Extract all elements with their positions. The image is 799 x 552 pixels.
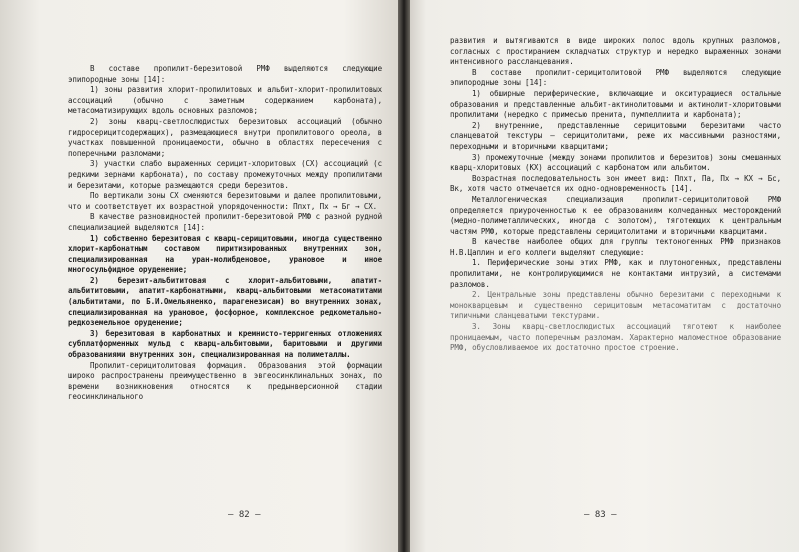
left-paragraph: По вертикали зоны СХ сменяются березитовыми и далее пропилитовыми, что и соответствует их возрастной упорядоченности: Ппхт, Пх → Бг → СХ.: [68, 191, 382, 211]
left-paragraph: В качестве разновидностей пропилит-березитовой РМФ с разной рудной специализацией выделяются [14]:: [68, 212, 382, 232]
right-paragraph: 1. Периферические зоны этих РМФ, как и плутоногенных, представлены пропилитами, не контролирующимися не контактами интрузий, а системами разломов.: [450, 258, 781, 289]
right-paragraph: В составе пропилит-серицитолитовой РМФ выделяются следующие эпипородные зоны [14]:: [450, 67, 781, 88]
book-gutter: [398, 0, 410, 552]
page-number-left: — 82 —: [228, 510, 261, 520]
left-paragraph-section-heading: Пропилит-серицитолитовая формация. Образования этой формации широко распространены преимущественно в эвгеосинклинальных зонах, по времени возникновения относятся к предынверсионной стадии геосинклинального: [68, 360, 382, 402]
right-paragraph: 3. Зоны кварц-светлослюдистых ассоциаций тяготеют к наиболее проницаемым, часто поперечным разломам. Характерно маломестное образование РМФ, обусловливаемое их достаточно простое строение.: [450, 322, 781, 353]
right-paragraph: развития и вытягиваются в виде широких полос вдоль крупных разломов, согласных с простиранием складчатых структур и нередко выраженных зонами интенсивного рассланцевания.: [450, 36, 781, 67]
left-paragraph: 2) березит-альбититовая с хлорит-альбитовыми, апатит-альбититовыми, апатит-карбонатными, кварц-альбитовыми метасоматитами (альбититами, по Б.И.Омельяненко, парагенезисам) во внутренних зонах, специализированная на урановое, фосфорное, комплексное редкометально-редкоземельное оруденение;: [68, 275, 382, 328]
right-paragraph: Возрастная последовательность зон имеет вид: Ппхт, Па, Пх → КХ → Бс, Вк, хотя часто отмечается их одно-одновременность [14].: [450, 173, 781, 194]
right-paragraph: 3) промежуточные (между зонами пропилитов и березитов) зоны смешанных кварц-хлоритовых (КХ) ассоциаций с карбонатом или альбитом.: [450, 152, 781, 173]
page-number-right: — 83 —: [584, 510, 617, 520]
left-paragraph: 3) участки слабо выраженных серицит-хлоритовых (СХ) ассоциаций (с редкими зернами карбоната), по составу промежуточных между пропилитами и березитами, которые размещаются среди березитов.: [68, 159, 382, 190]
right-paragraph: В качестве наиболее общих для группы тектоногенных РМФ признаков Н.В.Цаплин и его коллеги выделяют следующие:: [450, 237, 781, 257]
left-paragraph: 3) березитовая в карбонатных и кремнисто-терригенных отложениях субплатформенных мульд с кварц-альбитовыми, баритовыми и другими образованиями внутренних зон, специализированная на полиметаллы.: [68, 328, 382, 360]
left-paragraph: 1) собственно березитовая с кварц-серицитовыми, иногда существенно хлорит-карбонатным составом пиритизированных внутренних зон, специализированная на уран-молибденовое, урановое и иное многосульфидное оруденение;: [68, 233, 382, 275]
left-paragraph: 2) зоны кварц-светлослюдистых березитовых ассоциаций (обычно гидросерицитсодержащих), размещающиеся внутри пропилитового ореола, в участках повышенной проницаемости, обычно в областях пересечения с поперечными разломами;: [68, 116, 382, 158]
right-paragraph: Металлогеническая специализация пропилит-серицитолитовой РМФ определяется приуроченностью к ее образованиям колчеданных месторождений (медно-полиметаллических, иногда с золотом), тяготеющих к центральным частям РМФ, которые представлены серицитолитами и вторичными кварцитами.: [450, 194, 781, 236]
left-paragraph: 1) зоны развития хлорит-пропилитовых и альбит-хлорит-пропилитовых ассоциаций (обычно с заметным содержанием карбоната), метасоматизирующих вдоль основных разломов;: [68, 85, 382, 116]
left-paragraph: В составе пропилит-березитовой РМФ выделяются следующие эпипородные зоны [14]:: [68, 64, 382, 84]
right-page: [404, 0, 799, 552]
right-paragraph: 1) обширные периферические, включающие и окситуращиеся остальные образования и представленные альбит-актинолитовыми и актинолит-хлоритовыми пропилитами (нередко с примесью пренита, пумпеллиита и карбоната);: [450, 88, 781, 120]
right-paragraph: 2) внутренние, представленные серицитовыми березитами часто сланцеватой текстуры – серицитолитами, реже их массивными разностями, переходными и вторичными кварцитами;: [450, 120, 781, 151]
right-paragraph: 2. Центральные зоны представлены обычно березитами с переходными к монокварцевым и существенно серицитовым метасоматитам с достаточно типичными сланцеватыми текстурами.: [450, 290, 781, 321]
